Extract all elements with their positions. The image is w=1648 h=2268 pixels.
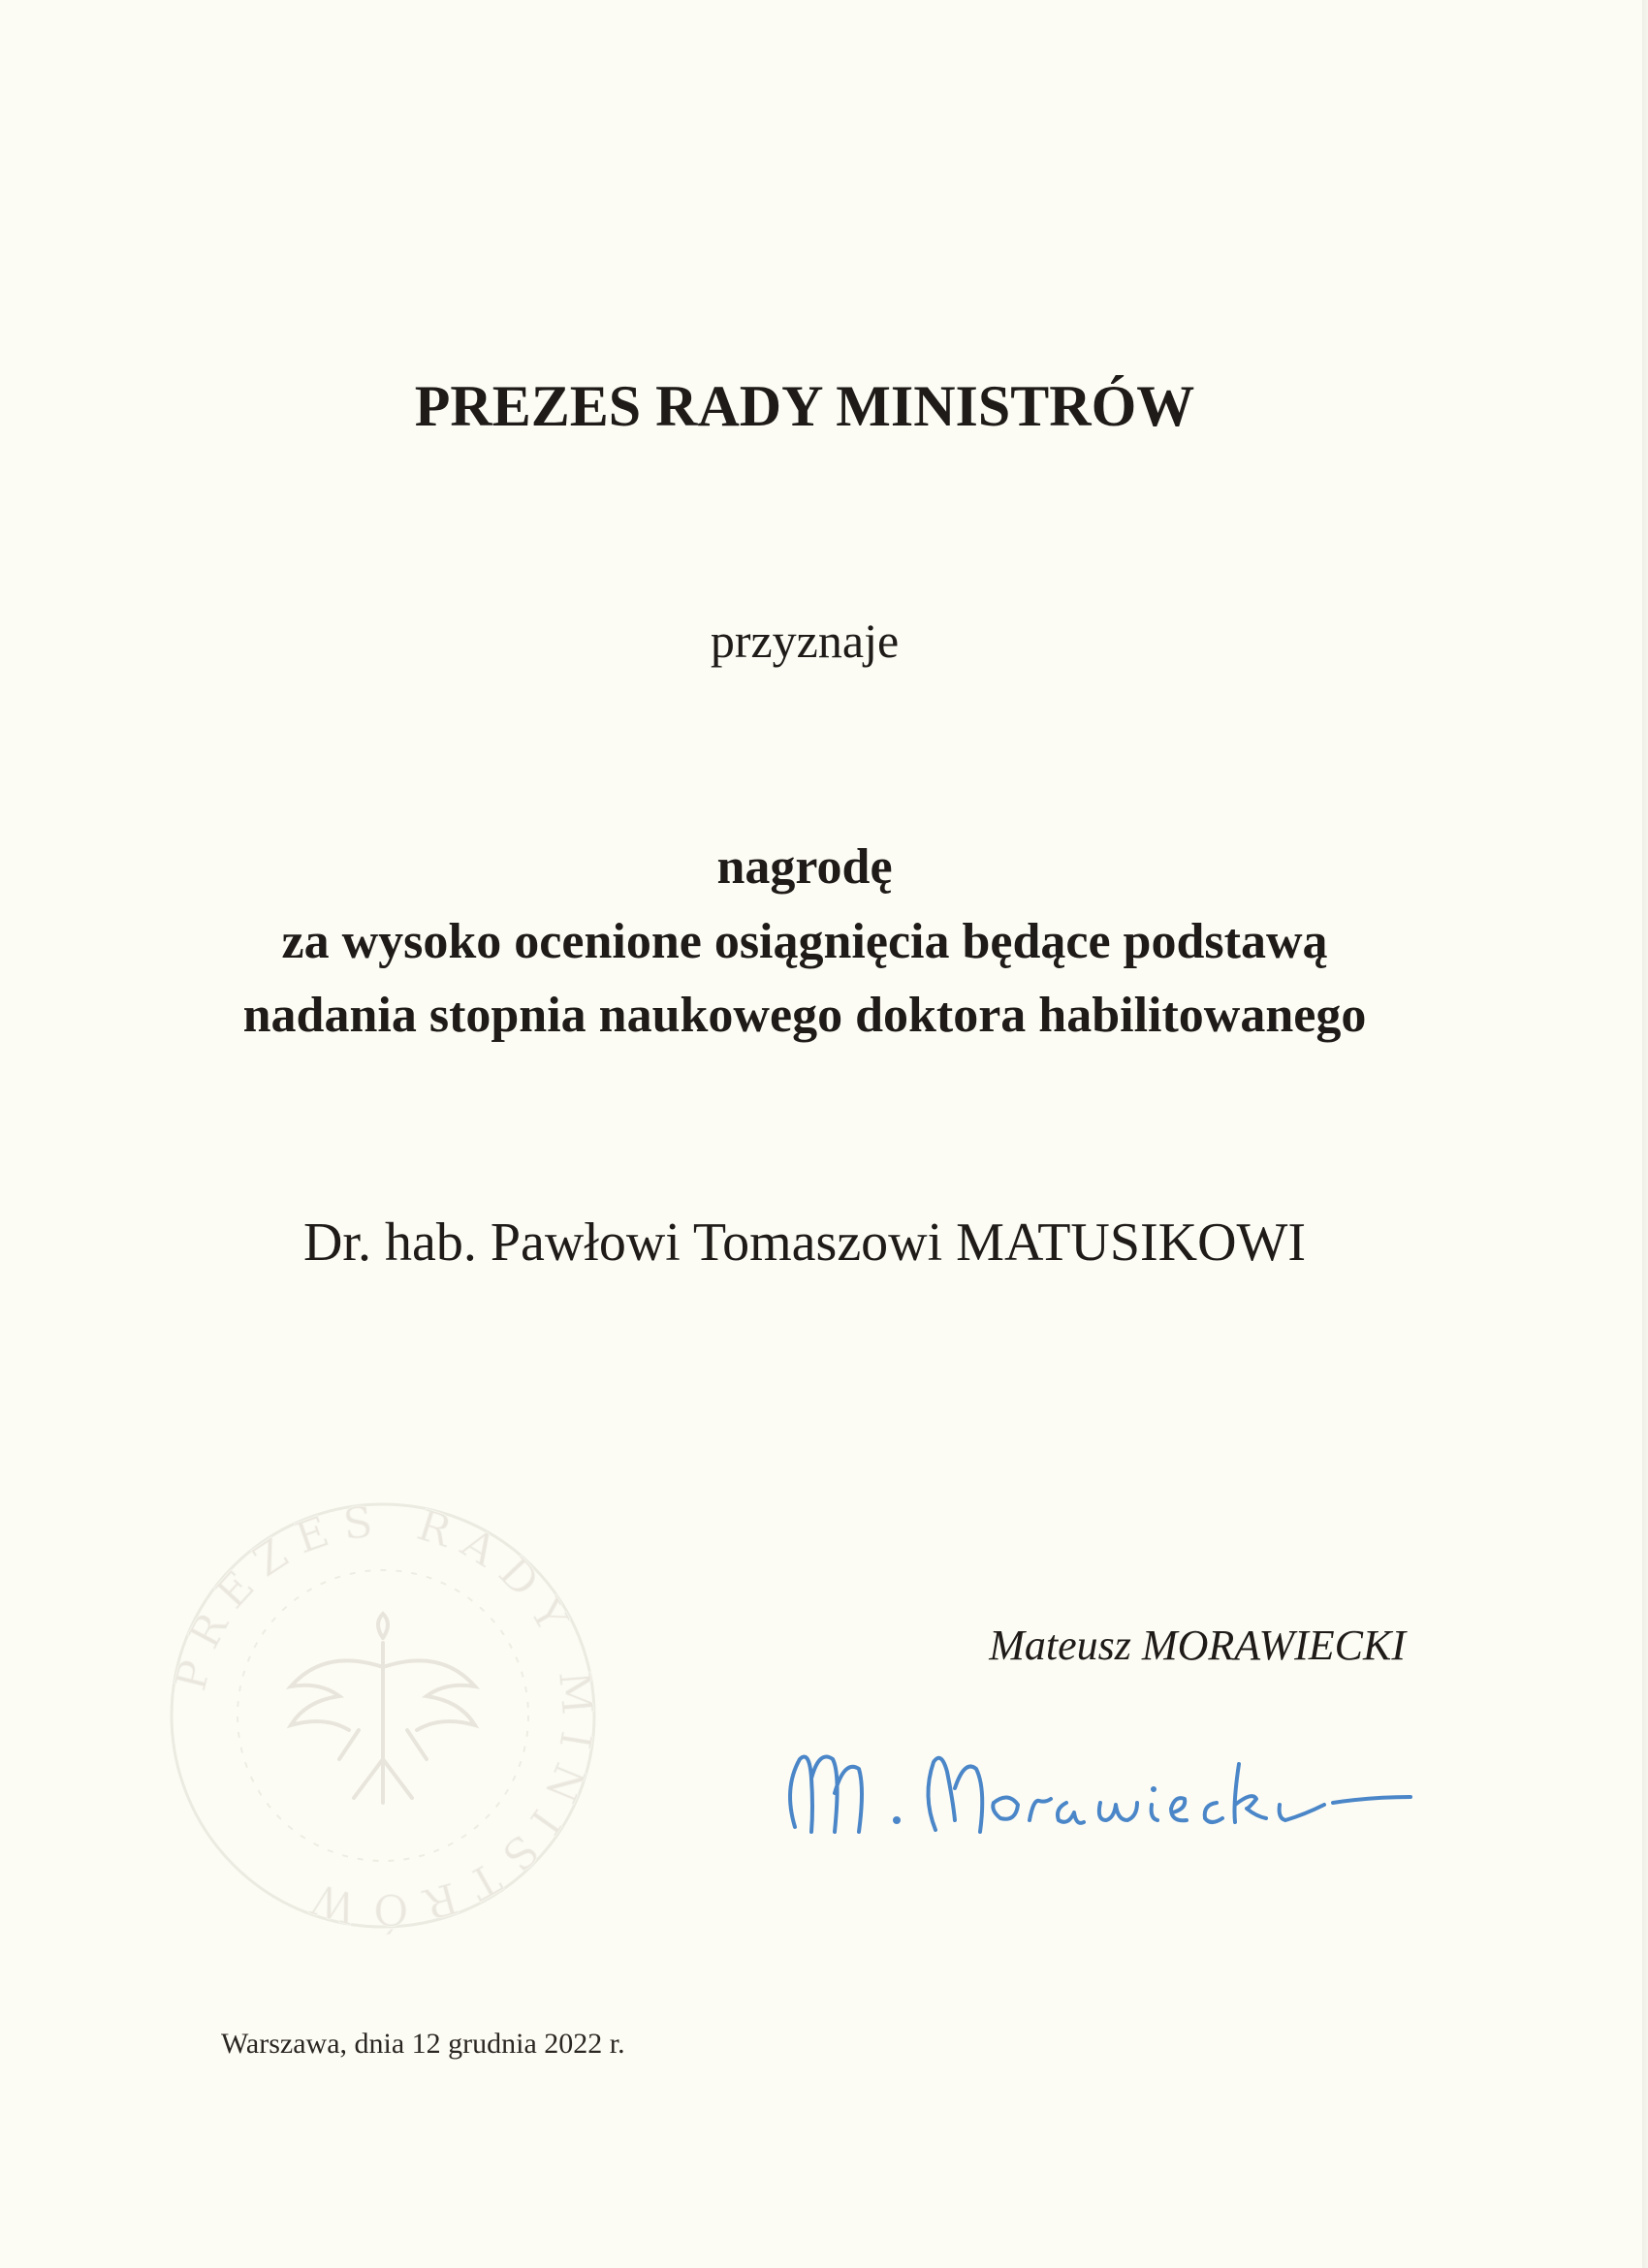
document-heading: PREZES RADY MINISTRÓW: [414, 374, 1195, 438]
paper-edge: [1642, 0, 1648, 2268]
handwritten-signature: [776, 1735, 1474, 1861]
award-description-line-2: nadania stopnia naukowego doktora habilitowanego: [242, 988, 1367, 1043]
recipient-name: Dr. hab. Pawłowi Tomaszowi MATUSIKOWI: [302, 1213, 1307, 1273]
svg-text:PREZES RADY MINISTRÓW: PREZES RADY MINISTRÓW: [166, 1496, 603, 1935]
place-and-date: Warszawa, dnia 12 grudnia 2022 r.: [221, 2028, 625, 2060]
award-description-line-1: za wysoko ocenione osiągnięcia będące podstawą: [281, 914, 1328, 969]
embossed-seal: [160, 1493, 606, 1938]
award-title: nagrodę: [716, 839, 893, 895]
grants-verb: przyznaje: [710, 614, 900, 668]
signatory-name: Mateusz MORAWIECKI: [989, 1622, 1406, 1669]
